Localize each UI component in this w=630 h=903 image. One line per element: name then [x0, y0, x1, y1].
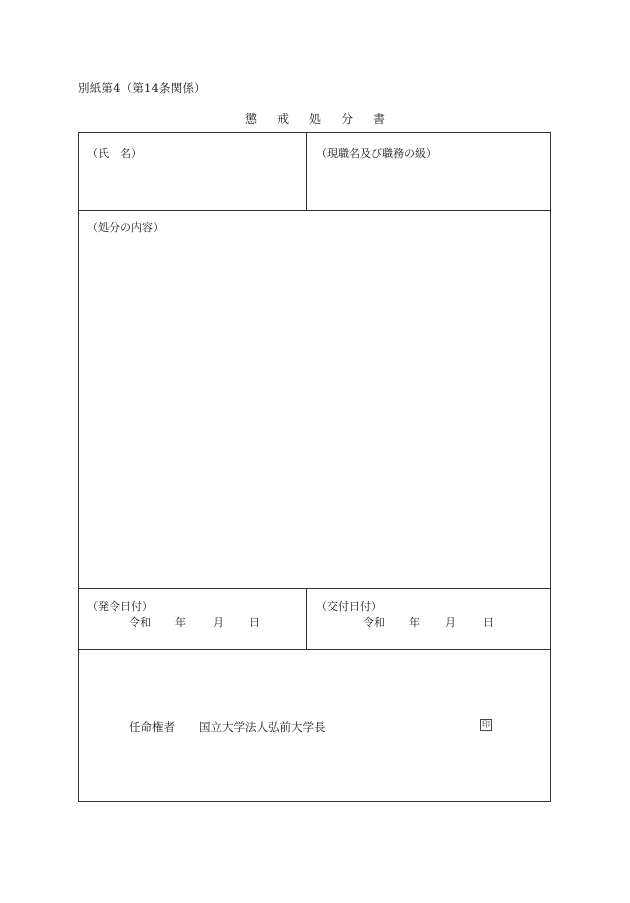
era: 令和	[363, 616, 385, 629]
year-unit: 年	[175, 616, 186, 629]
year-unit: 年	[409, 616, 420, 629]
position-cell[interactable]	[307, 133, 551, 210]
title-char: 戒	[276, 112, 289, 126]
title-char: 処	[308, 112, 321, 126]
era: 令和	[129, 616, 151, 629]
name-cell[interactable]	[79, 133, 306, 210]
title-char: 書	[373, 112, 386, 126]
delivery-date-label: （交付日付）	[316, 600, 382, 613]
disposition-content-cell[interactable]	[79, 211, 551, 588]
name-label: （氏 名）	[87, 147, 142, 160]
authority-name: 国立大学法人弘前大学長	[199, 720, 326, 734]
delivery-date-value	[363, 614, 494, 630]
issue-date-cell[interactable]	[79, 589, 306, 649]
position-label: （現職名及び職務の級）	[316, 147, 437, 160]
content-label: （処分の内容）	[87, 221, 164, 234]
disciplinary-form-table	[78, 132, 551, 802]
annex-label: 別紙第4（第14条関係）	[78, 81, 206, 95]
title-char: 分	[341, 112, 354, 126]
month-unit: 月	[445, 616, 456, 629]
issue-date-label: （発令日付）	[87, 600, 153, 613]
delivery-date-cell[interactable]	[307, 589, 551, 649]
day-unit: 日	[249, 616, 260, 629]
authority-label: 任命権者	[129, 720, 175, 734]
issue-date-value	[129, 614, 260, 630]
appointing-authority	[129, 719, 326, 735]
row-divider	[79, 649, 550, 650]
document-title	[0, 110, 630, 127]
day-unit: 日	[483, 616, 494, 629]
seal-mark: 印	[482, 720, 490, 729]
title-char: 懲	[244, 112, 257, 126]
month-unit: 月	[213, 616, 224, 629]
